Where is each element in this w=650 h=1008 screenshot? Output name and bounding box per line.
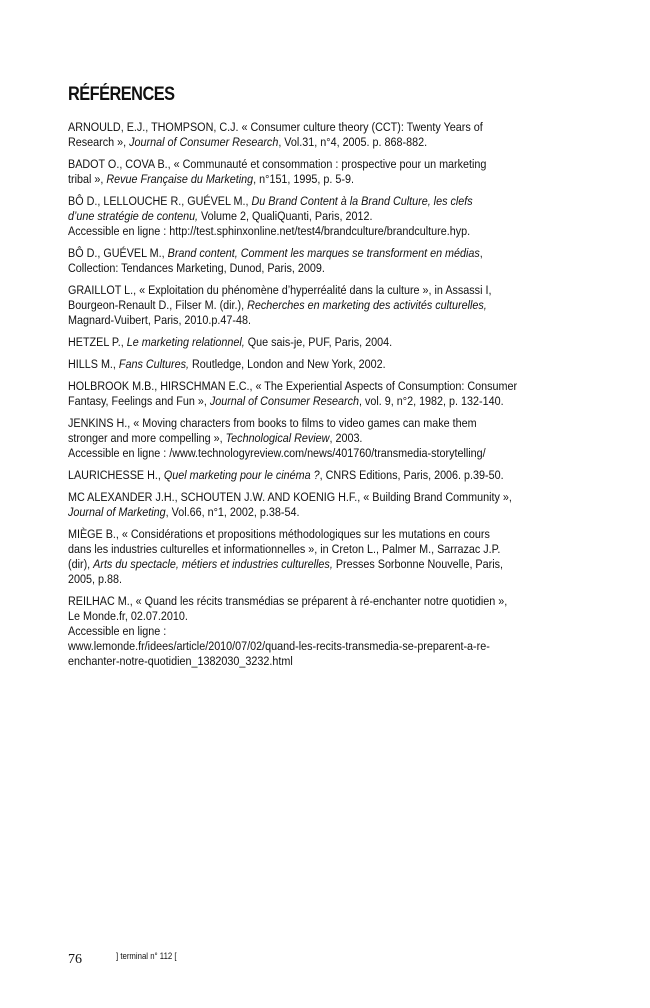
reference-title: Journal of Marketing xyxy=(68,505,166,519)
reference-text: Volume 2, QualiQuanti, Paris, 2012. xyxy=(198,209,373,223)
reference-entry xyxy=(68,490,586,520)
reference-line xyxy=(68,120,586,135)
reference-entry xyxy=(68,120,586,150)
reference-title: Recherches en marketing des activités culturelles, xyxy=(247,298,487,312)
reference-entry xyxy=(68,335,586,350)
reference-line xyxy=(68,416,586,431)
reference-text: 2005, p.88. xyxy=(68,572,122,586)
reference-entry xyxy=(68,416,586,461)
page-number: 76 xyxy=(68,952,82,967)
reference-entry xyxy=(68,194,586,239)
reference-line xyxy=(68,298,586,313)
reference-entry xyxy=(68,246,586,276)
reference-line xyxy=(68,468,586,483)
journal-issue: ] terminal n° 112 [ xyxy=(116,951,177,962)
reference-text: Routledge, London and New York, 2002. xyxy=(189,357,386,371)
reference-text: Magnard-Vuibert, Paris, 2010.p.47-48. xyxy=(68,313,251,327)
reference-title: Quel marketing pour le cinéma ? xyxy=(163,468,320,482)
reference-line xyxy=(68,246,586,261)
reference-text: , 2003. xyxy=(329,431,363,445)
reference-line xyxy=(68,572,586,587)
section-heading: RÉFÉRENCES xyxy=(68,84,175,105)
reference-text: Accessible en ligne : http://test.sphinxonline.net/test4/brandculture/brandculture.hyp. xyxy=(68,224,471,238)
reference-title: Journal of Consumer Research xyxy=(209,394,360,408)
reference-entry xyxy=(68,357,586,372)
reference-line xyxy=(68,609,586,624)
reference-title: Fans Cultures, xyxy=(118,357,190,371)
reference-title: Du Brand Content à la Brand Culture, les clefs xyxy=(251,194,473,208)
reference-entry xyxy=(68,527,586,587)
reference-line xyxy=(68,379,586,394)
reference-text: LAURICHESSE H., xyxy=(68,468,164,482)
reference-title: Revue Française du Marketing xyxy=(106,172,254,186)
reference-line xyxy=(68,505,586,520)
reference-text: HETZEL P., xyxy=(68,335,127,349)
reference-text: (dir), xyxy=(68,557,94,571)
reference-title: d’une stratégie de contenu, xyxy=(68,209,199,223)
reference-line xyxy=(68,490,586,505)
reference-text: REILHAC M., « Quand les récits transmédias se préparent à ré-enchanter notre quotidien », xyxy=(68,594,508,608)
reference-line xyxy=(68,335,586,350)
reference-line xyxy=(68,654,586,669)
reference-text: , n°151, 1995, p. 5-9. xyxy=(253,172,354,186)
reference-text: Le Monde.fr, 02.07.2010. xyxy=(68,609,188,623)
reference-text: HOLBROOK M.B., HIRSCHMAN E.C., « The Experiential Aspects of Consumption: Consumer xyxy=(68,379,518,393)
reference-text: , Vol.31, n°4, 2005. p. 868-882. xyxy=(278,135,428,149)
reference-line xyxy=(68,194,586,209)
reference-text: tribal », xyxy=(68,172,107,186)
reference-title: Technological Review xyxy=(225,431,330,445)
reference-line xyxy=(68,283,586,298)
reference-line xyxy=(68,527,586,542)
reference-text: Que sais-je, PUF, Paris, 2004. xyxy=(244,335,393,349)
reference-entry xyxy=(68,379,586,409)
reference-text: JENKINS H., « Moving characters from books to films to video games can make them xyxy=(68,416,477,430)
reference-line xyxy=(68,224,586,239)
reference-line xyxy=(68,431,586,446)
reference-line xyxy=(68,639,586,654)
reference-line xyxy=(68,172,586,187)
reference-line xyxy=(68,542,586,557)
reference-line xyxy=(68,157,586,172)
reference-title: Arts du spectacle, métiers et industries culturelles, xyxy=(93,557,333,571)
reference-line xyxy=(68,209,586,224)
reference-text: , CNRS Editions, Paris, 2006. p.39-50. xyxy=(319,468,504,482)
reference-text: stronger and more compelling », xyxy=(68,431,226,445)
reference-text: MC ALEXANDER J.H., SCHOUTEN J.W. AND KOENIG H.F., « Building Brand Community », xyxy=(68,490,512,504)
reference-text: Accessible en ligne : /www.technologyreview.com/news/401760/transmedia-storytelling/ xyxy=(68,446,486,460)
reference-line xyxy=(68,261,586,276)
reference-text: , vol. 9, n°2, 1982, p. 132-140. xyxy=(359,394,504,408)
reference-text: Presses Sorbonne Nouvelle, Paris, xyxy=(332,557,503,571)
reference-line xyxy=(68,594,586,609)
reference-text: BÔ D., LELLOUCHE R., GUÉVEL M., xyxy=(68,194,252,208)
reference-list xyxy=(68,120,586,676)
page-footer xyxy=(68,950,177,968)
reference-text: Accessible en ligne : xyxy=(68,624,167,638)
reference-text: BÔ D., GUÉVEL M., xyxy=(68,246,168,260)
reference-entry xyxy=(68,157,586,187)
reference-text: , xyxy=(479,246,483,260)
reference-line xyxy=(68,135,586,150)
reference-line xyxy=(68,624,586,639)
reference-text: enchanter-notre-quotidien_1382030_3232.html xyxy=(68,654,293,668)
reference-text: , Vol.66, n°1, 2002, p.38-54. xyxy=(165,505,300,519)
reference-text: GRAILLOT L., « Exploitation du phénomène d’hyperréalité dans la culture », in Assassi I, xyxy=(68,283,492,297)
reference-entry xyxy=(68,594,586,669)
reference-line xyxy=(68,357,586,372)
reference-text: Collection: Tendances Marketing, Dunod, Paris, 2009. xyxy=(68,261,325,275)
reference-text: Fantasy, Feelings and Fun », xyxy=(68,394,210,408)
reference-entry xyxy=(68,283,586,328)
reference-line xyxy=(68,313,586,328)
reference-text: Research », xyxy=(68,135,130,149)
reference-line xyxy=(68,557,586,572)
reference-title: Journal of Consumer Research xyxy=(129,135,279,149)
reference-text: dans les industries culturelles et informationnelles », in Creton L., Palmer M., Sarrazac J.P. xyxy=(68,542,501,556)
reference-text: HILLS M., xyxy=(68,357,119,371)
reference-title: Le marketing relationnel, xyxy=(126,335,245,349)
reference-text: MIÈGE B., « Considérations et propositions méthodologiques sur les mutations en cours xyxy=(68,527,490,541)
reference-entry xyxy=(68,468,586,483)
reference-title: Brand content, Comment les marques se transforment en médias xyxy=(167,246,480,260)
reference-line xyxy=(68,394,586,409)
reference-text: BADOT O., COVA B., « Communauté et consommation : prospective pour un marketing xyxy=(68,157,487,171)
reference-line xyxy=(68,446,586,461)
reference-text: ARNOULD, E.J., THOMPSON, C.J. « Consumer culture theory (CCT): Twenty Years of xyxy=(68,120,483,134)
reference-text: www.lemonde.fr/idees/article/2010/07/02/quand-les-recits-transmedia-se-preparent-a-re- xyxy=(68,639,490,653)
reference-text: Bourgeon-Renault D., Filser M. (dir.), xyxy=(68,298,248,312)
